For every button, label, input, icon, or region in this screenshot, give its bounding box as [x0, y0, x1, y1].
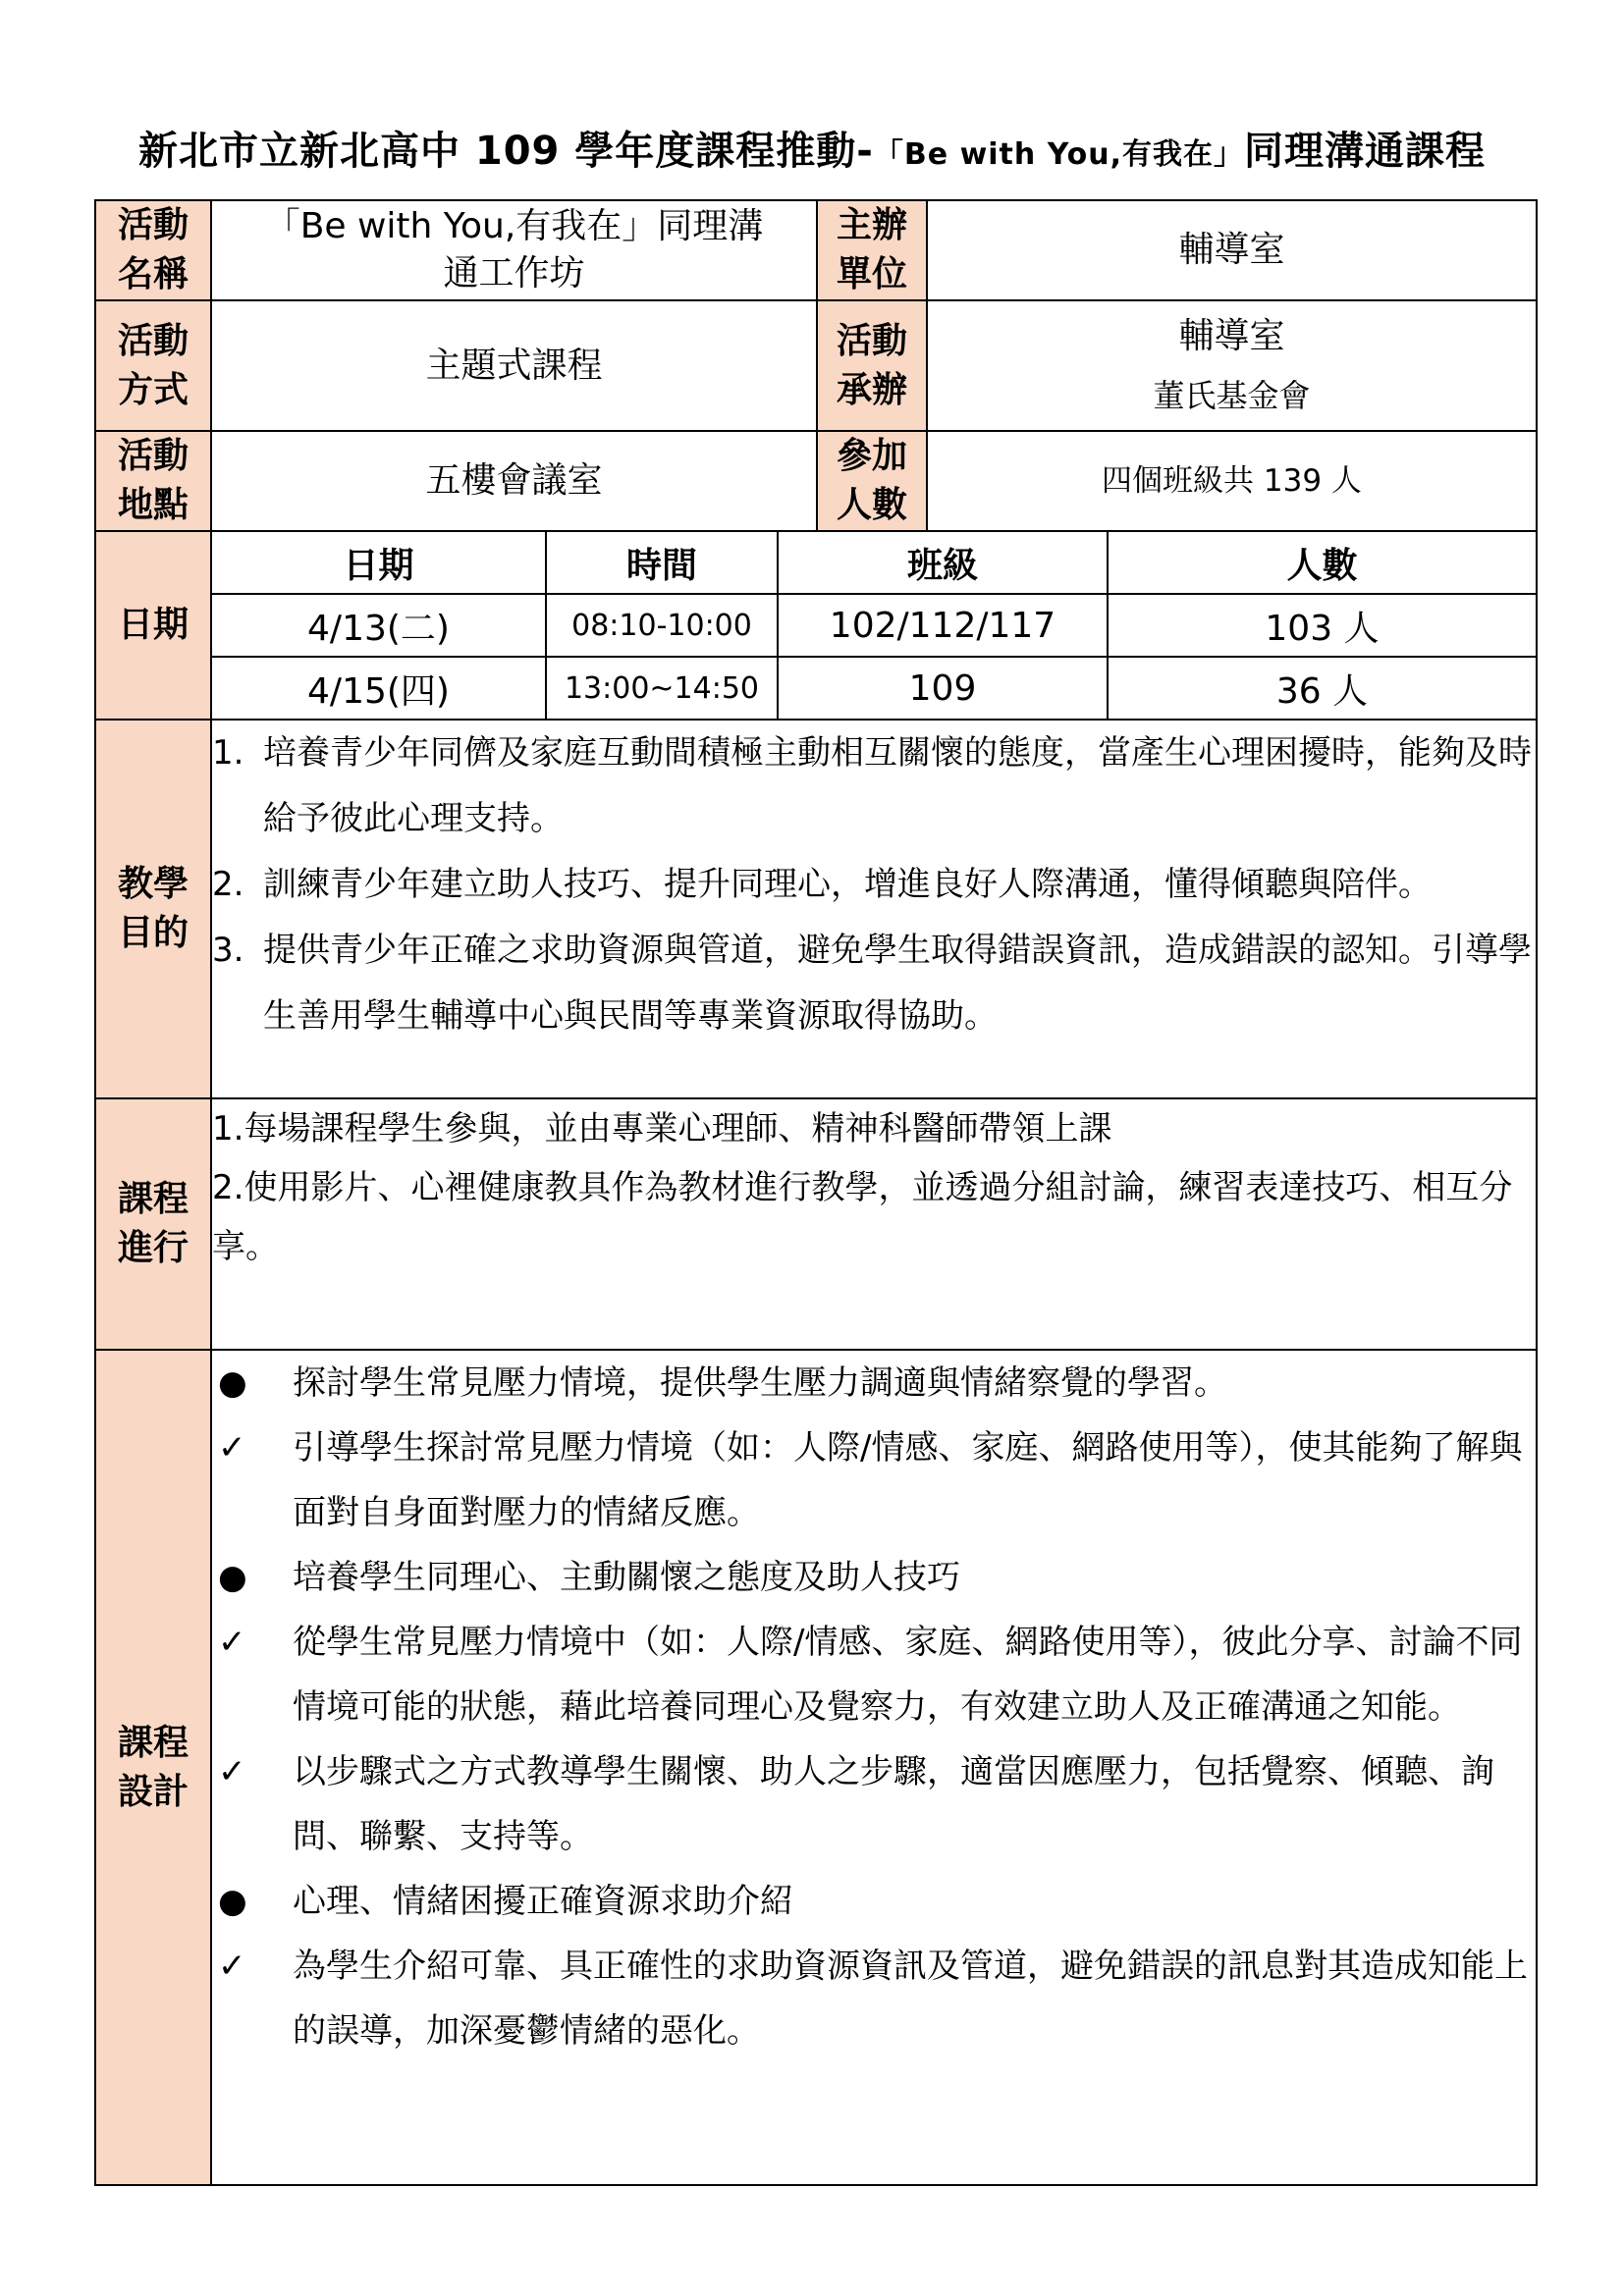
- participants-value: 四個班級共 139 人: [927, 431, 1537, 531]
- checkmark-icon: ✓: [218, 1947, 246, 1986]
- goal-number: 3.: [212, 931, 244, 970]
- goal-item: [212, 852, 1536, 918]
- activity-table: [94, 199, 1538, 2186]
- design-item: [212, 1869, 1536, 1934]
- dates-header-row: [212, 532, 1536, 594]
- row-process: [95, 1098, 1537, 1350]
- goal-text: 提供青少年正確之求助資源與管道，避免學生取得錯誤資訊，造成錯誤的認知。引導學生善用學生輔導中心與民間等專業資源取得協助。: [263, 931, 1532, 1036]
- dates-row-count: 103 人: [1108, 594, 1536, 657]
- title-prefix: 新北市立新北高中 109 學年度課程推動-: [137, 129, 874, 174]
- process-item: 2.使用影片、心裡健康教具作為教材進行教學，並透過分組討論，練習表達技巧、相互分享。: [212, 1168, 1513, 1266]
- row-location: [95, 431, 1537, 531]
- design-item: [212, 1545, 1536, 1610]
- participants-label: 參加人數: [817, 431, 927, 531]
- checkmark-icon: ✓: [218, 1428, 246, 1468]
- dates-row-time: 08:10-10:00: [546, 594, 778, 657]
- design-text: 以步驟式之方式教導學生關懷、助人之步驟，適當因應壓力，包括覺察、傾聽、詢問、聯繫、支持等。: [293, 1752, 1494, 1856]
- activity-name-label: 活動名稱: [95, 200, 211, 300]
- goal-text: 培養青少年同儕及家庭互動間積極主動相互關懷的態度，當產生心理困擾時，能夠及時給予彼此心理支持。: [263, 733, 1532, 838]
- dates-row: [212, 594, 1536, 657]
- undertaker-label: 活動承辦: [817, 300, 927, 431]
- dates-header-date: 日期: [343, 545, 414, 586]
- dates-row-class: 109: [778, 657, 1108, 719]
- design-label: 課程設計: [95, 1350, 211, 2185]
- location-value: 五樓會議室: [211, 431, 817, 531]
- date-label: 日期: [95, 531, 211, 720]
- dates-row-date: 4/13(二): [212, 594, 546, 657]
- design-cell: [211, 1350, 1537, 2185]
- goal-text: 訓練青少年建立助人技巧、提升同理心，增進良好人際溝通，懂得傾聽與陪伴。: [263, 865, 1432, 904]
- document-title: [0, 120, 1624, 176]
- design-text: 為學生介紹可靠、具正確性的求助資源資訊及管道，避免錯誤的訊息對其造成知能上的誤導，加深憂鬱情緒的惡化。: [293, 1947, 1528, 2051]
- process-label: 課程進行: [95, 1098, 211, 1350]
- goals-cell: [211, 720, 1537, 1098]
- design-text: 培養學生同理心、主動關懷之態度及助人技巧: [293, 1558, 960, 1597]
- dates-header-class: 班級: [778, 532, 1108, 594]
- checkmark-icon: ✓: [218, 1752, 246, 1791]
- undertaker-value-1: 輔導室: [1178, 315, 1285, 356]
- goal-number: 2.: [212, 865, 244, 904]
- design-item: [212, 1739, 1536, 1869]
- design-text: 探討學生常見壓力情境，提供學生壓力調適與情緒察覺的學習。: [293, 1363, 1227, 1403]
- dates-cell: [211, 531, 1537, 720]
- design-text: 心理、情緒困擾正確資源求助介紹: [293, 1882, 793, 1921]
- bullet-icon: ●: [218, 1363, 247, 1403]
- bullet-icon: ●: [218, 1558, 247, 1597]
- design-item: [212, 1415, 1536, 1545]
- design-text: 引導學生探討常見壓力情境（如：人際/情感、家庭、網路使用等），使其能夠了解與面對自身面對壓力的情緒反應。: [293, 1428, 1523, 1532]
- undertaker-value: [927, 300, 1537, 431]
- dates-header-time: 時間: [546, 532, 778, 594]
- undertaker-value-2: 董氏基金會: [1153, 376, 1311, 414]
- method-value: 主題式課程: [211, 300, 817, 431]
- dates-row-class: 102/112/117: [778, 594, 1108, 657]
- dates-table: [212, 532, 1536, 719]
- goal-item: [212, 918, 1536, 1049]
- row-design: [95, 1350, 1537, 2185]
- row-method: [95, 300, 1537, 431]
- organizer-label: 主辦單位: [817, 200, 927, 300]
- title-course-name: 「Be with You,有我在」: [873, 137, 1245, 172]
- goals-label: 教學目的: [95, 720, 211, 1098]
- dates-row-date: 4/15(四): [212, 657, 546, 719]
- row-goals: [95, 720, 1537, 1098]
- organizer-value: 輔導室: [927, 200, 1537, 300]
- design-item: [212, 1610, 1536, 1739]
- process-item: 1.每場課程學生參與，並由專業心理師、精神科醫師帶領上課: [212, 1109, 1112, 1148]
- bullet-icon: ●: [218, 1882, 247, 1921]
- process-cell: [211, 1098, 1537, 1350]
- method-label: 活動方式: [95, 300, 211, 431]
- goal-item: [212, 721, 1536, 852]
- checkmark-icon: ✓: [218, 1623, 246, 1662]
- title-suffix: 同理溝通課程: [1244, 129, 1487, 174]
- row-dates: [95, 531, 1537, 720]
- design-item: [212, 1351, 1536, 1415]
- dates-row-time: 13:00~14:50: [546, 657, 778, 719]
- design-item: [212, 1934, 1536, 2063]
- row-activity-name: [95, 200, 1537, 300]
- dates-header-count: 人數: [1108, 532, 1536, 594]
- activity-name-value: 「Be with You,有我在」同理溝通工作坊: [211, 200, 817, 300]
- location-label: 活動地點: [95, 431, 211, 531]
- design-text: 從學生常見壓力情境中（如：人際/情感、家庭、網路使用等），彼此分享、討論不同情境可能的狀態，藉此培養同理心及覺察力，有效建立助人及正確溝通之知能。: [293, 1623, 1523, 1727]
- goal-number: 1.: [212, 733, 244, 773]
- dates-row: [212, 657, 1536, 719]
- dates-row-count: 36 人: [1108, 657, 1536, 719]
